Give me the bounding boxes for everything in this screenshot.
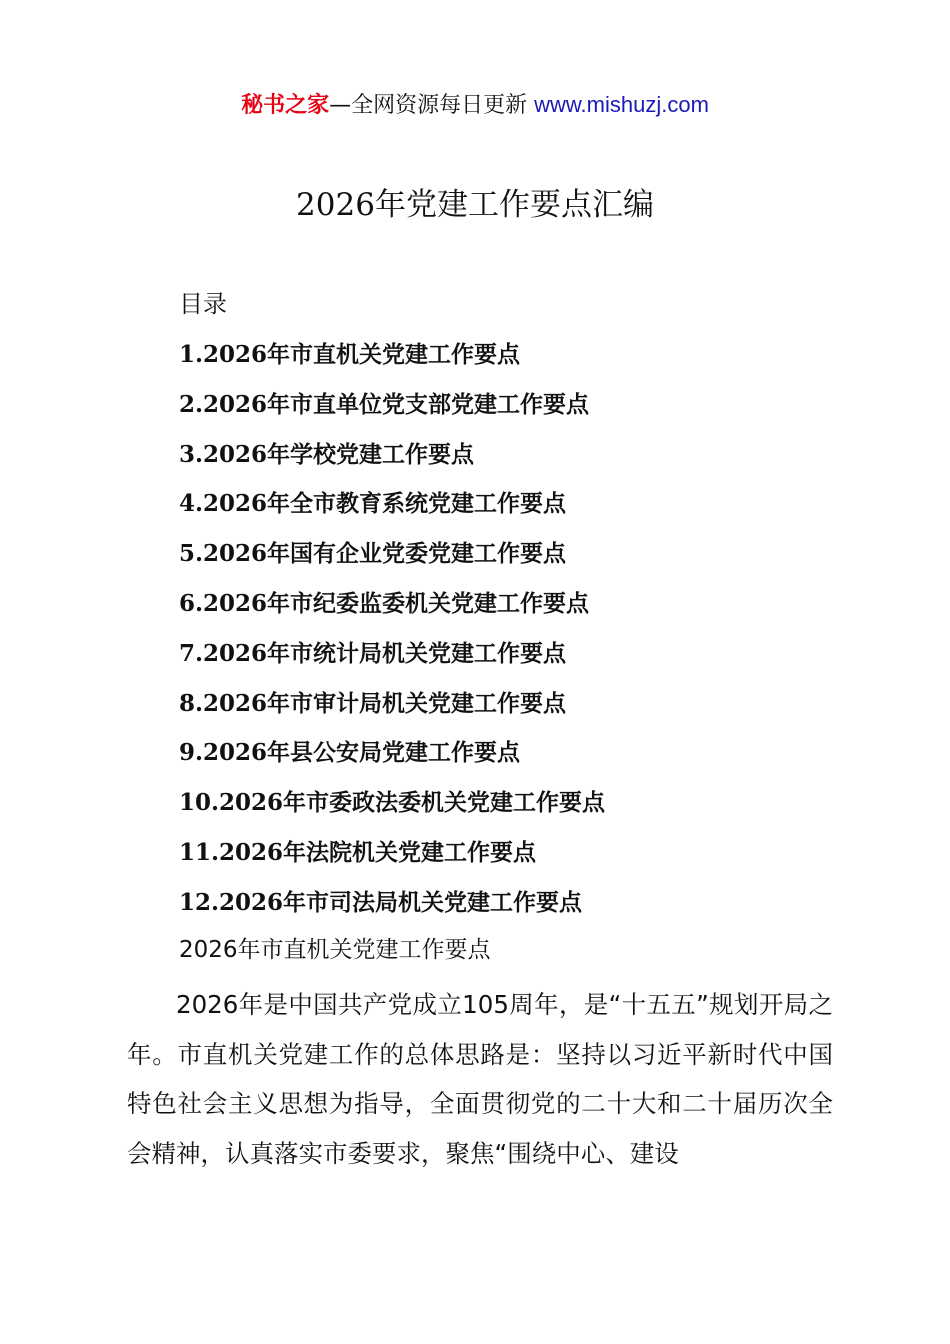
toc-item: 1.2026年市直机关党建工作要点 [179,341,521,368]
toc-item: 6.2026年市纪委监委机关党建工作要点 [179,589,590,617]
body-paragraph: 2026年是中国共产党成立105周年，是“十五五”规划开局之年。市直机关党建工作的总体思路是：坚持以习近平新时代中国特色社会主义思想为指导，全面贯彻党的二十大和二十届历次全会精神，认真落实市委要求，聚焦“围绕中心、建设 [127,990,833,1169]
toc-item: 8.2026年市审计局机关党建工作要点 [179,689,567,717]
site-url-link[interactable]: www.mishuzj.com [534,92,709,117]
site-header [0,88,950,123]
toc-item: 7.2026年市统计局机关党建工作要点 [179,639,567,667]
toc-label: 目录 [179,290,227,318]
toc-item: 5.2026年国有企业党委党建工作要点 [179,540,567,568]
toc-item: 3.2026年学校党建工作要点 [179,440,475,468]
site-slogan: —全网资源每日更新 [329,93,528,118]
toc-item: 12.2026年市司法局机关党建工作要点 [179,888,583,916]
document-title: 2026年党建工作要点汇编 [296,187,654,223]
table-of-contents [179,337,605,935]
toc-item: 11.2026年法院机关党建工作要点 [179,838,537,866]
toc-item: 10.2026年市委政法委机关党建工作要点 [179,789,606,817]
section-heading: 2026年市直机关党建工作要点 [179,937,491,963]
toc-item: 2.2026年市直单位党支部党建工作要点 [179,390,590,418]
site-brand: 秘书之家 [241,93,330,118]
toc-item: 4.2026年全市教育系统党建工作要点 [179,490,567,518]
toc-item: 9.2026年县公安局党建工作要点 [179,739,521,767]
